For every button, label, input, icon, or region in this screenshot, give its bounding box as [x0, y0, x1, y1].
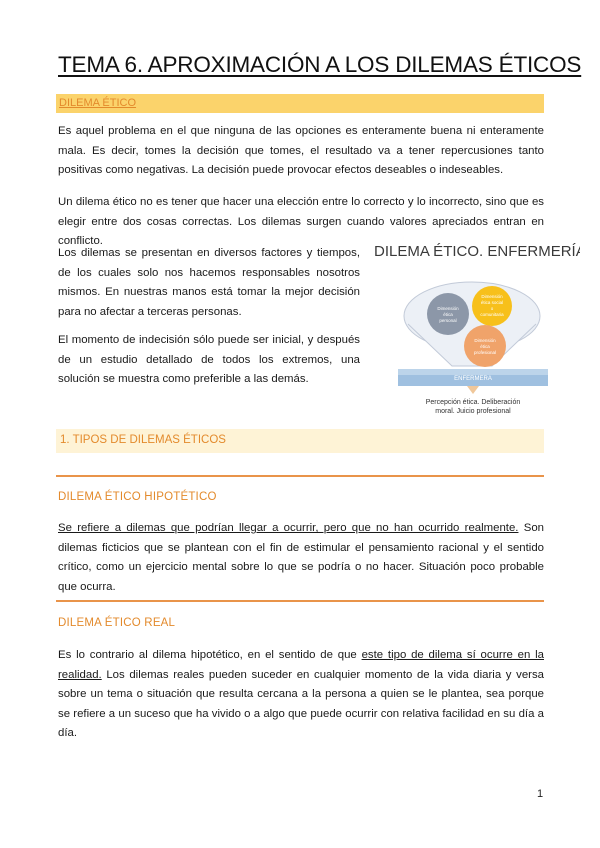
circle-prof-label-3: profesional: [473, 350, 497, 355]
paragraph-indecision: El momento de indecisión sólo puede ser inicial, y después de un estudio detallado de todos los extremos, una solución se muestra como preferible a las demás.: [58, 334, 360, 385]
paragraph-hypothetical: [58, 519, 544, 597]
figure-caption-1: Percepción ética. Deliberación: [425, 399, 521, 406]
dilemma-figure: [364, 236, 580, 426]
hypothetical-underlined: Se refiere a dilemas que podrían llegar a ocurrir, pero que no han ocurrido realmente.: [58, 522, 519, 534]
paragraph-definition: Es aquel problema en el que ninguna de las opciones es enteramente buena ni enteramente mala. Es decir, tomes la decisión que tomes, el resultado va a tener repercusiones tanto positivas como negativas. La decisión puede provocar efectos deseables o indeseables.: [58, 125, 544, 176]
divider: [56, 600, 544, 602]
circle-personal-label-3: personal: [439, 318, 457, 323]
hypothetical-title: DILEMA ÉTICO HIPOTÉTICO: [58, 491, 217, 503]
circle-social-label-4: comunitaria: [480, 312, 504, 317]
enfermera-label: ENFERMERA: [454, 376, 492, 382]
down-arrow-icon: [467, 386, 479, 394]
circle-social-label-2: ética social: [480, 300, 504, 305]
hypothetical-rest: Son dilemas ficticios que se plantean con el fin de estimular el pensamiento racional y el sentido crítico, como un ejercicio mental sobre lo que se podría o no hacer. Situación poco probable que ocurra.: [58, 522, 544, 593]
circle-social-label-3: o: [490, 306, 494, 311]
real-underlined: este tipo de dilema sí ocurre en la realidad.: [58, 649, 544, 681]
real-title: DILEMA ÉTICO REAL: [58, 617, 176, 629]
page-number: 1: [537, 788, 544, 800]
section-heading-band: [56, 94, 544, 113]
section-heading: DILEMA ÉTICO: [59, 97, 137, 109]
real-pre: Es lo contrario al dilema hipotético, en el sentido de que: [58, 649, 362, 661]
circle-prof-label-2: ética: [480, 344, 490, 349]
real-rest: Los dilemas reales pueden suceder en cualquier momento de la vida diaria y versa sobre un tema o situación que resulta cercana a la persona a quien se le plantea, sea porque se refiere a un suceso que ha vivido o a algo que puede ocurrir con relativa facilidad en su día a día.: [58, 668, 544, 739]
figure-caption-2: moral. Juicio profesional: [435, 408, 511, 415]
circle-social-label-1: Dimensión: [481, 294, 503, 299]
figure-title: DILEMA ÉTICO. ENFERMERÍA: [374, 243, 580, 260]
types-heading-band: [56, 429, 544, 453]
page-title: TEMA 6. APROXIMACIÓN A LOS DILEMAS ÉTICOS: [58, 52, 582, 77]
circle-personal-label-1: Dimensión: [437, 306, 459, 311]
paragraph-real: [58, 646, 544, 744]
types-heading: 1. TIPOS DE DILEMAS ÉTICOS: [60, 434, 226, 446]
divider: [56, 475, 544, 477]
circle-personal-label-2: ética: [443, 312, 453, 317]
circle-prof-label-1: Dimensión: [474, 338, 496, 343]
paragraph-factors: Los dilemas se presentan en diversos factores y tiempos, de los cuales solo nos hacemos responsables nosotros mismos. En nuestras manos está tomar la mejor decisión para no afectar a terceras personas.: [58, 247, 360, 318]
paragraph-choice: Un dilema ético no es tener que hacer una elección entre lo correcto y lo incorrecto, sino que es elegir entre dos cosas correctas. Los dilemas surgen cuando valores apreciados entran en conflicto.: [58, 196, 544, 247]
